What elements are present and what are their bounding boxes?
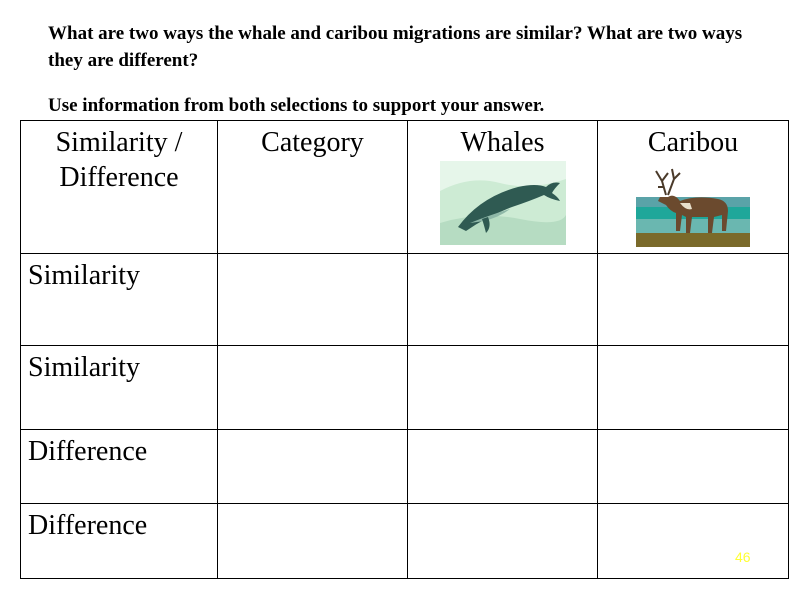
- row-label: Similarity: [21, 346, 218, 430]
- category-cell: [218, 254, 408, 346]
- table-row: [21, 430, 789, 504]
- category-cell: [218, 430, 408, 504]
- table-row: [21, 504, 789, 579]
- header-whales-label: Whales: [460, 127, 545, 158]
- caribou-cell: [598, 430, 789, 504]
- whales-cell: [408, 346, 598, 430]
- caribou-cell: [598, 254, 789, 346]
- header-similarity-difference: [21, 121, 218, 254]
- row-label: Similarity: [21, 254, 218, 346]
- whales-cell: [408, 430, 598, 504]
- header-col1-line1: Similarity /: [55, 127, 183, 158]
- question-text: What are two ways the whale and caribou migrations are similar? What are two ways they are different?: [48, 23, 743, 71]
- page-number: 46: [735, 549, 751, 565]
- instruction-text: Use information from both selections to support your answer.: [48, 95, 545, 116]
- category-cell: [218, 504, 408, 579]
- header-caribou: [598, 121, 789, 254]
- caribou-image: [636, 161, 750, 247]
- header-col1-line2: Difference: [59, 162, 179, 193]
- category-cell: [218, 346, 408, 430]
- whales-cell: [408, 254, 598, 346]
- table-row: [21, 346, 789, 430]
- row-label: Difference: [21, 504, 218, 579]
- header-category: [218, 121, 408, 254]
- header-caribou-label: Caribou: [647, 127, 739, 158]
- caribou-cell: [598, 504, 789, 579]
- caribou-cell: [598, 346, 789, 430]
- row-label: Difference: [21, 430, 218, 504]
- whales-cell: [408, 504, 598, 579]
- whale-image: [440, 161, 566, 245]
- header-category-label: Category: [261, 127, 364, 158]
- header-whales: [408, 121, 598, 254]
- table-row: [21, 254, 789, 346]
- table-header-row: [21, 121, 789, 254]
- comparison-table: [20, 120, 789, 579]
